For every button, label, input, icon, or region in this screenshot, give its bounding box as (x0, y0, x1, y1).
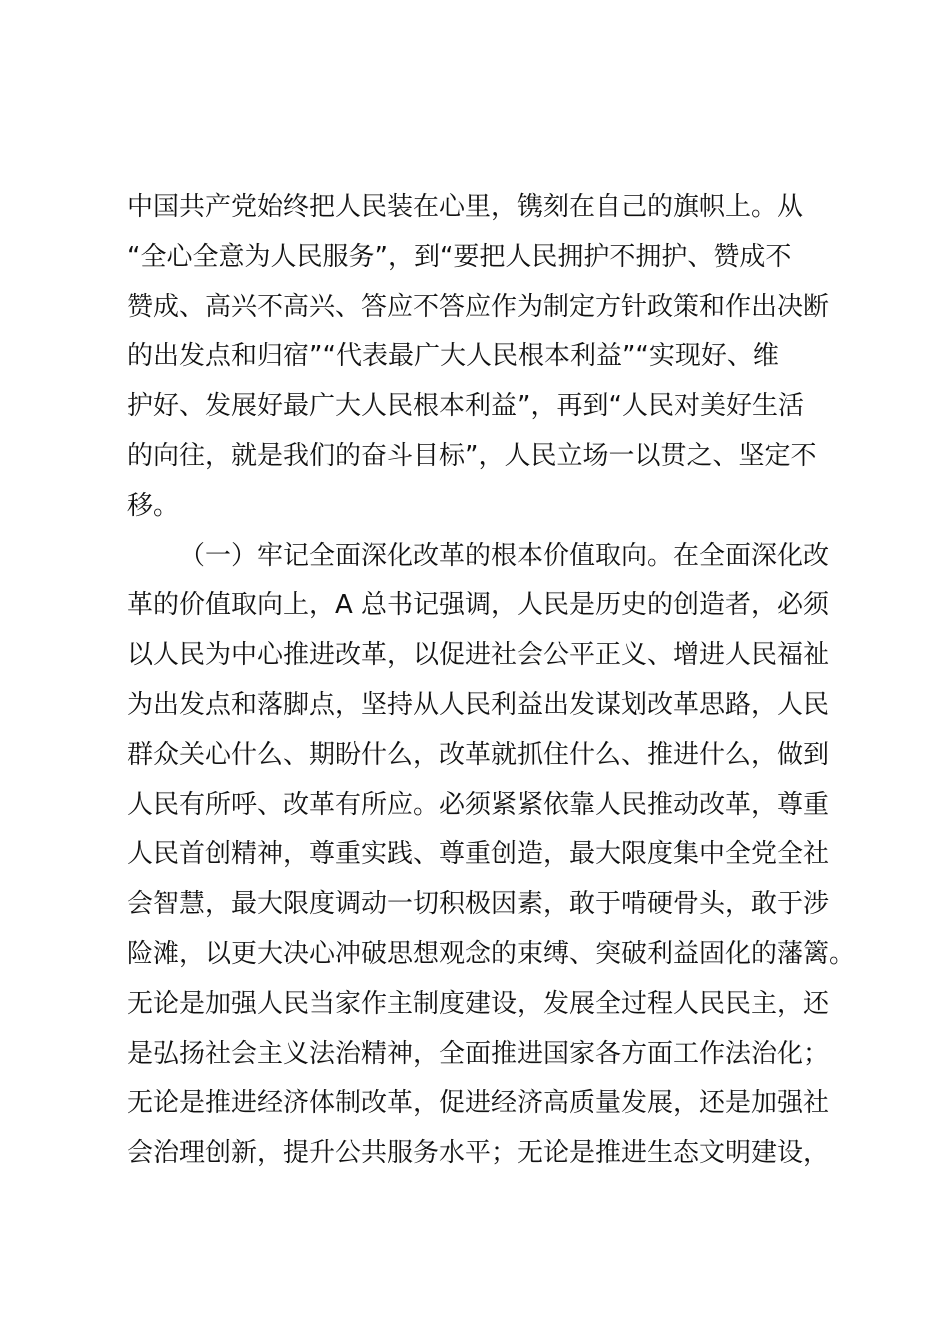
text-line: 群众关心什么、期盼什么，改革就抓住什么、推进什么，做到 (127, 739, 830, 770)
text-line: 的向往，就是我们的奋斗目标”，人民立场一以贯之、坚定不 (127, 440, 817, 471)
text-line: 会智慧，最大限度调动一切积极因素，敢于啃硬骨头，敢于涉 (127, 889, 830, 920)
text-line: 为出发点和落脚点，坚持从人民利益出发谋划改革思路，人民 (127, 689, 830, 720)
text-line: 是弘扬社会主义法治精神，全面推进国家各方面工作法治化； (127, 1038, 830, 1069)
text-line: 护好、发展好最广大人民根本利益”，再到“人民对美好生活 (127, 391, 804, 422)
text-line: 无论是加强人民当家作主制度建设，发展全过程人民民主，还 (127, 988, 830, 1019)
text-line: 中国共产党始终把人民装在心里，镌刻在自己的旗帜上。从 (127, 192, 804, 222)
body-text (127, 183, 856, 1179)
text-line: 人民有所呼、改革有所应。必须紧紧依靠人民推动改革，尊重 (127, 789, 830, 820)
text-line: 以人民为中心推进改革，以促进社会公平正义、增进人民福祉 (127, 640, 830, 671)
text-line: 会治理创新，提升公共服务水平；无论是推进生态文明建设， (127, 1138, 830, 1169)
text-line: 险滩，以更大决心冲破思想观念的束缚、突破利益固化的藩篱。 (127, 938, 856, 969)
text-line: 无论是推进经济体制改革，促进经济高质量发展，还是加强社 (127, 1088, 830, 1119)
text-line: “全心全意为人民服务”，到“要把人民拥护不拥护、赞成不 (127, 241, 792, 272)
text-line: 革的价值取向上，A 总书记强调，人民是历史的创造者，必须 (127, 590, 830, 621)
text-line: 移。 (127, 490, 180, 521)
section-heading-line: （一）牢记全面深化改革的根本价值取向。在全面深化改 (179, 540, 830, 571)
text-line: 赞成、高兴不高兴、答应不答应作为制定方针政策和作出决断 (127, 291, 830, 322)
text-line: 人民首创精神，尊重实践、尊重创造，最大限度集中全党全社 (127, 839, 830, 870)
text-line: 的出发点和归宿”“代表最广大人民根本利益”“实现好、维 (127, 341, 779, 372)
